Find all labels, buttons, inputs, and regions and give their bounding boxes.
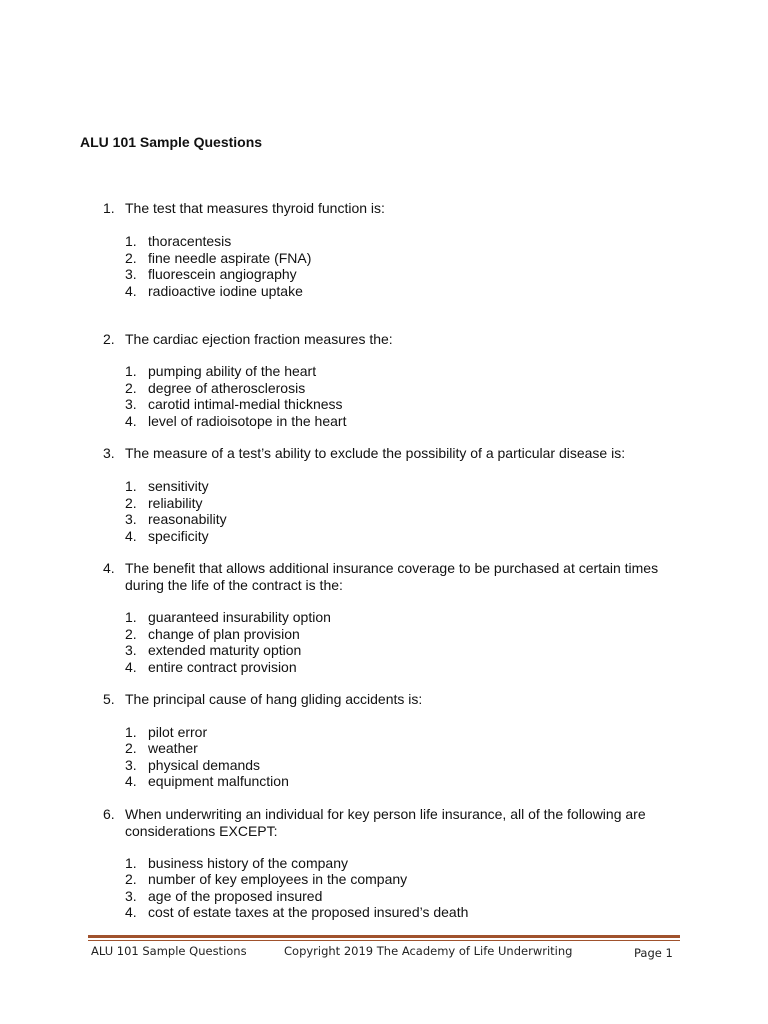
footer-rule — [88, 935, 680, 938]
option-number: 2. — [125, 740, 137, 756]
option-text: guaranteed insurability option — [148, 609, 331, 625]
option-text: fine needle aspirate (FNA) — [148, 249, 312, 266]
option-text: degree of atherosclerosis — [148, 379, 306, 396]
question-number: 4. — [103, 560, 115, 576]
option-number: 3. — [125, 642, 137, 658]
question-stem: The principal cause of hang gliding accidents is: — [125, 691, 423, 707]
option-text: level of radioisotope in the heart — [148, 412, 347, 429]
question-stem: The measure of a test’s ability to exclude the possibility of a particular disease is: — [125, 445, 626, 461]
option-text: radioactive iodine uptake — [148, 282, 303, 299]
option-text: entire contract provision — [148, 658, 297, 675]
option-text: pumping ability of the heart — [148, 363, 317, 379]
option-number: 2. — [125, 625, 137, 642]
option-number: 4. — [125, 412, 137, 429]
option-number: 1. — [125, 363, 137, 379]
option-number: 2. — [125, 871, 137, 887]
option-text: physical demands — [148, 756, 261, 773]
option-text: thoracentesis — [148, 233, 232, 249]
option-number: 2. — [125, 379, 137, 396]
option-text: number of key employees in the company — [148, 871, 408, 887]
option-number: 4. — [125, 658, 137, 675]
option-text: change of plan provision — [148, 625, 300, 642]
option-number: 3. — [125, 266, 137, 282]
option-text: specificity — [148, 527, 209, 544]
question-number: 3. — [103, 445, 115, 461]
option-text: pilot error — [148, 724, 208, 740]
option-number: 4. — [125, 773, 137, 789]
footer-page-number: Page 1 — [634, 946, 673, 960]
option-number: 3. — [125, 756, 137, 773]
option-number: 4. — [125, 904, 137, 920]
question-number: 6. — [103, 806, 115, 822]
option-text: equipment malfunction — [148, 773, 289, 789]
question-stem: The cardiac ejection fraction measures the: — [125, 331, 393, 347]
option-number: 3. — [125, 396, 137, 412]
option-text: weather — [148, 740, 198, 756]
option-number: 3. — [125, 511, 137, 527]
option-text: cost of estate taxes at the proposed insured’s death — [148, 904, 469, 920]
option-text: business history of the company — [148, 855, 348, 871]
option-number: 1. — [125, 855, 137, 871]
option-number: 2. — [125, 494, 137, 511]
question-number: 1. — [103, 200, 115, 216]
document-title: ALU 101 Sample Questions — [80, 134, 263, 150]
question-stem: When underwriting an individual for key person life insurance, all of the following are considerations EXCEPT: — [125, 806, 646, 839]
option-text: extended maturity option — [148, 642, 302, 658]
question-number: 2. — [103, 331, 115, 347]
option-number: 3. — [125, 887, 137, 904]
option-number: 1. — [125, 233, 137, 249]
footer-document-name: ALU 101 Sample Questions — [91, 944, 247, 958]
question-stem: The benefit that allows additional insurance coverage to be purchased at certain times during the life of the contract is the: — [125, 560, 659, 593]
footer-rule-thin — [88, 940, 680, 941]
option-text: age of the proposed insured — [148, 887, 323, 904]
option-number: 1. — [125, 724, 137, 740]
option-text: reliability — [148, 494, 203, 511]
option-number: 4. — [125, 527, 137, 544]
question-stem: The test that measures thyroid function is: — [125, 200, 385, 216]
option-text: carotid intimal-medial thickness — [148, 396, 343, 412]
option-number: 1. — [125, 478, 137, 494]
question-number: 5. — [103, 691, 115, 707]
option-number: 2. — [125, 249, 137, 266]
footer-copyright: Copyright 2019 The Academy of Life Underwriting — [284, 944, 573, 958]
option-text: fluorescein angiography — [148, 266, 297, 282]
option-text: reasonability — [148, 511, 227, 527]
option-text: sensitivity — [148, 478, 209, 494]
option-number: 4. — [125, 282, 137, 299]
option-number: 1. — [125, 609, 137, 625]
